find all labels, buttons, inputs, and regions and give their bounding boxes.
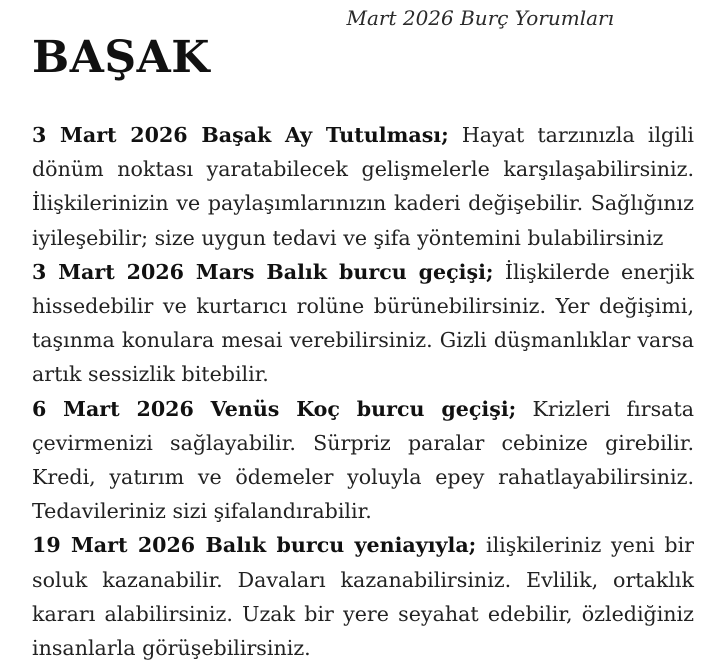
- sign-title: BAŞAK: [32, 32, 210, 83]
- entry-heading: 3 Mart 2026 Mars Balık burcu geçişi;: [32, 259, 494, 284]
- header-subtitle: Mart 2026 Burç Yorumları: [346, 6, 614, 30]
- entry-new-moon: [32, 528, 694, 665]
- entry-heading: 3 Mart 2026 Başak Ay Tutulması;: [32, 123, 449, 147]
- entry-text: Hayat tarzınızla ilgili dönüm noktası yaratabilecek gelişmelerle karşılaşabilirsiniz. İlişkilerinizin ve paylaşımlarınızın kaderi değişebilir. Sağlığınız iyileşebilir; size uygun tedavi ve şifa yöntemini bulabilirsiniz: [32, 123, 694, 250]
- entry-text: İlişkilerde enerjik hissedebilir ve kurtarıcı rolüne bürünebilirsiniz. Yer değişimi, taşınma konulara mesai verebilirsiniz. Gizli düşmanlıklar varsa artık sessizlik bitebilir.: [32, 259, 694, 387]
- entry-heading: 19 Mart 2026 Balık burcu yeniayıyla;: [32, 533, 477, 558]
- entry-venus-transit: [32, 392, 694, 529]
- entry-heading: 6 Mart 2026 Venüs Koç burcu geçişi;: [32, 396, 517, 421]
- entry-text: Krizleri fırsata çevirmenizi sağlayabilir. Sürpriz paralar cebinize girebilir. Kredi, yatırım ve ödemeler yoluyla epey rahatlayabilirsiniz. Tedavileriniz sizi şifalandırabilir.: [32, 396, 695, 524]
- entry-lunar-eclipse: [32, 118, 694, 255]
- entry-text: ilişkileriniz yeni bir soluk kazanabilir. Davaları kazanabilirsiniz. Evlilik, ortaklık kararı alabilirsiniz. Uzak bir yere seyahat edebilir, özlediğiniz insanlarla görüşebilirsiniz.: [32, 533, 694, 661]
- horoscope-entries: [32, 118, 694, 665]
- entry-mars-transit: [32, 255, 694, 392]
